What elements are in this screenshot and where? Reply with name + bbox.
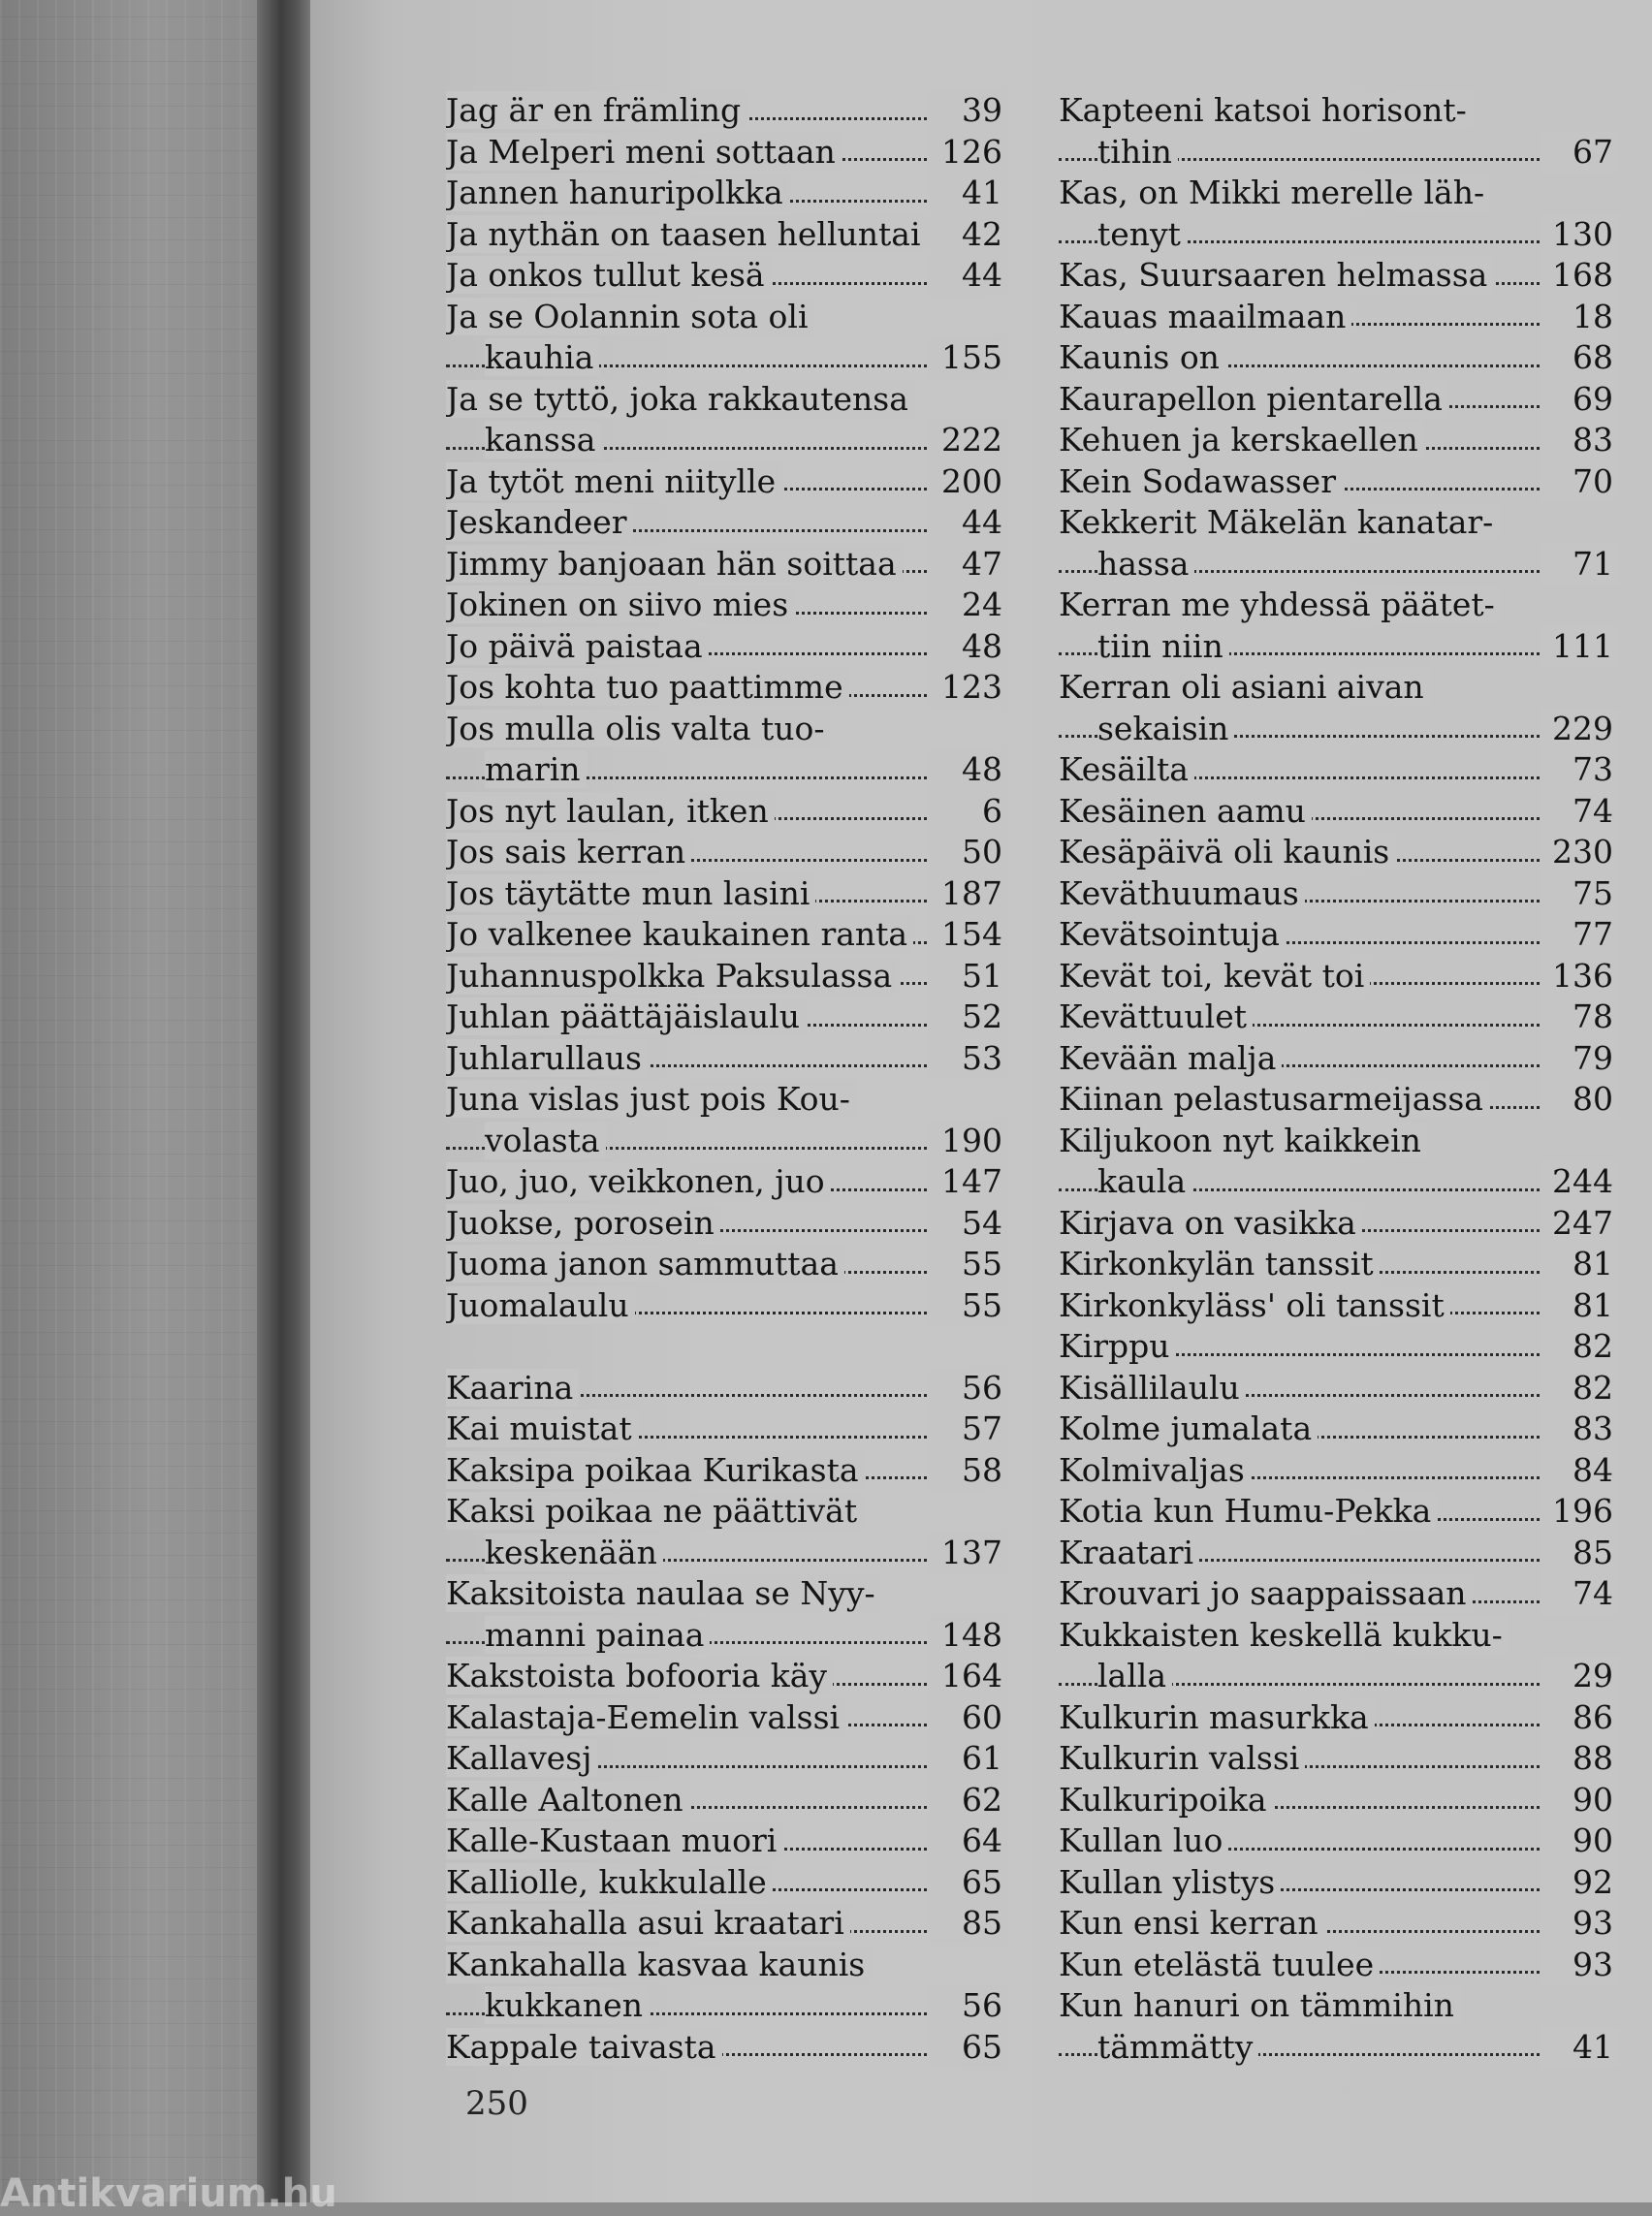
entry-page-number: 57	[929, 1409, 1008, 1450]
entry-title: Kukkaisten keskellä kukku-	[1059, 1616, 1509, 1654]
entry-page-number: 55	[929, 1244, 1008, 1285]
index-entry	[446, 667, 1008, 709]
entry-title: Jo päivä paistaa	[446, 627, 709, 665]
entry-title: Kiljukoon nyt kaikkein	[1059, 1122, 1427, 1159]
index-entry	[1059, 791, 1619, 833]
entry-page-number: 75	[1540, 873, 1619, 915]
index-entry	[446, 132, 1008, 174]
index-entry	[446, 1244, 1008, 1285]
index-entry	[1059, 626, 1619, 668]
index-entry	[446, 544, 1008, 586]
entry-page-number: 64	[929, 1820, 1008, 1862]
index-entry	[446, 1780, 1008, 1821]
entry-title: kanssa	[485, 421, 601, 459]
entry-title: Kankahalla asui kraatari	[446, 1904, 850, 1942]
entry-page-number: 65	[929, 1862, 1008, 1904]
entry-title: Kaurapellon pientarella	[1059, 380, 1448, 418]
index-entry	[1059, 1203, 1619, 1245]
entry-title: Kevätsointuja	[1059, 915, 1286, 953]
index-entry	[1059, 1862, 1619, 1904]
index-entry	[1059, 1573, 1619, 1615]
index-entry	[446, 1491, 1008, 1533]
entry-title: Kankahalla kasvaa kaunis	[446, 1946, 871, 1983]
index-entry	[446, 1862, 1008, 1904]
index-entry	[446, 1533, 1008, 1574]
index-entry	[1059, 2027, 1619, 2069]
entry-page-number: 24	[929, 585, 1008, 626]
entry-title: Kirkonkylän tanssit	[1059, 1245, 1380, 1282]
entry-title: volasta	[485, 1122, 606, 1159]
entry-title: Kas, Suursaaren helmassa	[1059, 256, 1493, 294]
entry-title: Kun ensi kerran	[1059, 1904, 1324, 1942]
entry-page-number: 58	[929, 1450, 1008, 1492]
entry-page-number: 82	[1540, 1368, 1619, 1409]
entry-title: Kevään malja	[1059, 1039, 1282, 1077]
index-entry	[446, 873, 1008, 915]
entry-title: Kaksitoista naulaa se Nyy-	[446, 1574, 881, 1612]
entry-page-number: 61	[929, 1738, 1008, 1780]
index-entry	[1059, 749, 1619, 791]
index-entry	[446, 1326, 1008, 1368]
entry-title: Kallavesj	[446, 1739, 597, 1777]
index-entry	[1059, 1697, 1619, 1739]
entry-title: Kraatari	[1059, 1534, 1199, 1571]
index-entry	[446, 585, 1008, 626]
entry-title: Jokinen on siivo mies	[446, 586, 794, 623]
entry-page-number: 90	[1540, 1820, 1619, 1862]
entry-title: Juhannuspolkka Paksulassa	[446, 957, 898, 995]
index-entry	[446, 2027, 1008, 2069]
entry-page-number: 92	[1540, 1862, 1619, 1904]
entry-title: Kalastaja-Eemelin valssi	[446, 1698, 845, 1736]
index-entry	[446, 1903, 1008, 1945]
index-entry	[1059, 667, 1619, 709]
entry-title: Juokse, porosein	[446, 1204, 720, 1242]
entry-page-number: 83	[1540, 420, 1619, 461]
entry-title: Kauas maailmaan	[1059, 298, 1351, 335]
entry-page-number: 56	[929, 1368, 1008, 1409]
entry-title: Juhlan päättäjäislaulu	[446, 997, 806, 1035]
entry-title: Kas, on Mikki merelle läh-	[1059, 174, 1490, 211]
entry-page-number: 18	[1540, 297, 1619, 338]
entry-page-number: 44	[929, 502, 1008, 544]
entry-page-number: 229	[1540, 709, 1619, 750]
entry-title: Kesäilta	[1059, 750, 1194, 788]
index-entry	[1059, 1368, 1619, 1409]
index-entry	[1059, 379, 1619, 421]
entry-title: Kekkerit Mäkelän kanatar-	[1059, 503, 1499, 541]
entry-page-number: 71	[1540, 544, 1619, 586]
entry-page-number: 81	[1540, 1244, 1619, 1285]
entry-title: Kappale taivasta	[446, 2028, 722, 2066]
index-entry	[446, 1573, 1008, 1615]
index-entry	[446, 1656, 1008, 1697]
entry-page-number: 136	[1540, 956, 1619, 997]
entry-page-number: 74	[1540, 791, 1619, 833]
entry-page-number: 88	[1540, 1738, 1619, 1780]
index-entry	[446, 1161, 1008, 1203]
index-entry	[1059, 1491, 1619, 1533]
entry-page-number: 68	[1540, 337, 1619, 379]
entry-title: Kaksipa poikaa Kurikasta	[446, 1451, 865, 1489]
entry-title: Keväthuumaus	[1059, 874, 1305, 912]
entry-page-number: 86	[1540, 1697, 1619, 1739]
entry-title: Juoma janon sammuttaa	[446, 1245, 844, 1282]
entry-page-number: 137	[929, 1533, 1008, 1574]
entry-title: Kein Sodawasser	[1059, 462, 1342, 500]
entry-title: Kaksi poikaa ne päättivät	[446, 1492, 863, 1530]
entry-title: Kirjava on vasikka	[1059, 1204, 1362, 1242]
entry-title: Ja se Oolannin sota oli	[446, 298, 814, 335]
entry-page-number: 244	[1540, 1161, 1619, 1203]
index-entry	[446, 1697, 1008, 1739]
index-entry	[446, 709, 1008, 750]
entry-page-number: 187	[929, 873, 1008, 915]
entry-title: Krouvari jo saappaissaan	[1059, 1574, 1473, 1612]
entry-title: Jos sais kerran	[446, 833, 691, 871]
book-cover	[0, 0, 257, 2202]
entry-page-number: 168	[1540, 255, 1619, 297]
index-entry	[446, 626, 1008, 668]
entry-title: Kirppu	[1059, 1327, 1176, 1365]
entry-page-number: 65	[929, 2027, 1008, 2069]
entry-page-number: 111	[1540, 626, 1619, 668]
entry-page-number: 123	[929, 667, 1008, 709]
entry-title: Kulkurin valssi	[1059, 1739, 1305, 1777]
entry-title: Kalle Aaltonen	[446, 1781, 689, 1819]
index-entry	[1059, 255, 1619, 297]
index-entry	[446, 1038, 1008, 1080]
index-entry	[1059, 420, 1619, 461]
index-entry	[446, 379, 1008, 421]
entry-page-number: 48	[929, 626, 1008, 668]
index-entry	[446, 1368, 1008, 1409]
entry-title: Kisällilaulu	[1059, 1369, 1246, 1407]
index-entry	[1059, 1079, 1619, 1121]
entry-title: Jeskandeer	[446, 503, 633, 541]
entry-page-number: 196	[1540, 1491, 1619, 1533]
index-entry	[1059, 956, 1619, 997]
entry-page-number: 48	[929, 749, 1008, 791]
entry-title: Kalle-Kustaan muori	[446, 1821, 782, 1859]
entry-title: Kai muistat	[446, 1409, 638, 1447]
entry-title: Juna vislas just pois Kou-	[446, 1080, 856, 1118]
entry-page-number: 80	[1540, 1079, 1619, 1121]
entry-title: sekaisin	[1097, 710, 1234, 747]
entry-title: manni painaa	[485, 1616, 710, 1654]
index-entry	[1059, 297, 1619, 338]
entry-page-number: 155	[929, 337, 1008, 379]
entry-title: Ja onkos tullut kesä	[446, 256, 771, 294]
index-entry	[1059, 1780, 1619, 1821]
index-entry	[1059, 132, 1619, 174]
index-entry	[446, 956, 1008, 997]
entry-page-number: 60	[929, 1697, 1008, 1739]
entry-page-number: 47	[929, 544, 1008, 586]
entry-title: Kulkurin masurkka	[1059, 1698, 1375, 1736]
entry-title: hassa	[1097, 545, 1194, 583]
index-entry	[1059, 1533, 1619, 1574]
entry-title: Kolmivaljas	[1059, 1451, 1251, 1489]
entry-page-number: 190	[929, 1121, 1008, 1162]
entry-title: tämmätty	[1097, 2028, 1258, 2066]
entry-title: keskenään	[485, 1534, 663, 1571]
entry-title: Jos täytätte mun lasini	[446, 874, 815, 912]
index-entry	[1059, 1244, 1619, 1285]
index-entry	[446, 997, 1008, 1038]
index-entry	[1059, 502, 1619, 544]
entry-page-number: 82	[1540, 1326, 1619, 1368]
entry-page-number: 39	[929, 90, 1008, 132]
entry-page-number: 54	[929, 1203, 1008, 1245]
entry-page-number: 130	[1540, 214, 1619, 256]
entry-page-number: 73	[1540, 749, 1619, 791]
entry-page-number: 79	[1540, 1038, 1619, 1080]
entry-title: Juhlarullaus	[446, 1039, 648, 1077]
entry-page-number: 85	[929, 1903, 1008, 1945]
entry-title: Kerran me yhdessä päätet-	[1059, 586, 1501, 623]
index-entry	[1059, 90, 1619, 132]
index-entry	[1059, 1615, 1619, 1657]
index-entry	[446, 337, 1008, 379]
entry-title: tihin	[1097, 133, 1178, 171]
entry-title: tenyt	[1097, 215, 1187, 253]
index-entry	[1059, 1945, 1619, 1986]
index-entry	[446, 1945, 1008, 1986]
index-entry	[1059, 173, 1619, 214]
entry-page-number: 51	[929, 956, 1008, 997]
entry-page-number: 53	[929, 1038, 1008, 1080]
entry-title: Kotia kun Humu-Pekka	[1059, 1492, 1437, 1530]
entry-title: Ja Melperi meni sottaan	[446, 133, 842, 171]
entry-title: Jos kohta tuo paattimme	[446, 668, 849, 706]
entry-title: Jag är en främling	[446, 91, 747, 129]
index-entry	[1059, 1038, 1619, 1080]
entry-title: Jos nyt laulan, itken	[446, 792, 775, 830]
entry-title: Jannen hanuripolkka	[446, 174, 789, 211]
index-entry	[1059, 585, 1619, 626]
entry-title: Kakstoista bofooria käy	[446, 1657, 833, 1694]
entry-title: Kirkonkyläss' oli tanssit	[1059, 1286, 1450, 1324]
entry-page-number: 147	[929, 1161, 1008, 1203]
entry-page-number: 154	[929, 914, 1008, 956]
entry-title: Jos mulla olis valta tuo-	[446, 710, 831, 747]
entry-title: kauhia	[485, 338, 599, 376]
entry-page-number: 52	[929, 997, 1008, 1038]
entry-title: lalla	[1097, 1657, 1172, 1694]
entry-page-number: 81	[1540, 1285, 1619, 1327]
index-entry	[1059, 1450, 1619, 1492]
entry-title: Kun hanuri on tämmihin	[1059, 1986, 1460, 2024]
entry-title: Ja se tyttö, joka rakkautensa	[446, 380, 914, 418]
entry-page-number: 222	[929, 420, 1008, 461]
index-entry	[446, 1820, 1008, 1862]
entry-page-number: 41	[929, 173, 1008, 214]
watermark-logo: Antikvarium.hu	[0, 2171, 337, 2216]
entry-page-number: 164	[929, 1656, 1008, 1697]
entry-title: Kolme jumalata	[1059, 1409, 1318, 1447]
entry-page-number: 230	[1540, 832, 1619, 873]
index-entry	[1059, 914, 1619, 956]
entry-title: Kesäpäivä oli kaunis	[1059, 833, 1395, 871]
index-entry	[1059, 337, 1619, 379]
entry-page-number: 56	[929, 1985, 1008, 2027]
index-entry	[1059, 1285, 1619, 1327]
index-entry	[1059, 709, 1619, 750]
index-entry	[1059, 1903, 1619, 1945]
index-entry	[446, 749, 1008, 791]
entry-title: Kerran oli asiani aivan	[1059, 668, 1430, 706]
entry-title: Jo valkenee kaukainen ranta	[446, 915, 913, 953]
entry-page-number: 90	[1540, 1780, 1619, 1821]
entry-page-number: 148	[929, 1615, 1008, 1657]
entry-title: Kulkuripoika	[1059, 1781, 1273, 1819]
entry-title: Kun etelästä tuulee	[1059, 1946, 1380, 1983]
entry-title: Kevät toi, kevät toi	[1059, 957, 1370, 995]
index-entry	[446, 1985, 1008, 2027]
index-entry	[1059, 1161, 1619, 1203]
entry-page-number: 62	[929, 1780, 1008, 1821]
entry-title: marin	[485, 750, 587, 788]
entry-title: Ja nythän on taasen helluntai	[446, 215, 927, 253]
book-spine	[257, 0, 310, 2202]
index-entry	[446, 214, 1008, 256]
entry-page-number: 78	[1540, 997, 1619, 1038]
index-entry	[446, 1450, 1008, 1492]
entry-title: Kehuen ja kerskaellen	[1059, 421, 1424, 459]
index-entry	[446, 1615, 1008, 1657]
entry-page-number: 69	[1540, 379, 1619, 421]
entry-page-number: 55	[929, 1285, 1008, 1327]
index-entry	[1059, 873, 1619, 915]
entry-page-number: 247	[1540, 1203, 1619, 1245]
entry-title: Kullan ylistys	[1059, 1863, 1281, 1901]
index-entry	[446, 255, 1008, 297]
index-entry	[446, 297, 1008, 338]
entry-page-number: 93	[1540, 1945, 1619, 1986]
entry-page-number: 77	[1540, 914, 1619, 956]
entry-title: tiin niin	[1097, 627, 1229, 665]
entry-title: Kaunis on	[1059, 338, 1225, 376]
index-column-left	[446, 90, 1008, 2068]
entry-title: kukkanen	[485, 1986, 649, 2024]
entry-title: Kiinan pelastusarmeijassa	[1059, 1080, 1489, 1118]
index-entry	[446, 1203, 1008, 1245]
index-entry	[446, 90, 1008, 132]
entry-title: Juo, juo, veikkonen, juo	[446, 1162, 831, 1200]
index-entry	[1059, 1985, 1619, 2027]
index-entry	[1059, 1656, 1619, 1697]
index-entry	[1059, 1738, 1619, 1780]
entry-page-number: 126	[929, 132, 1008, 174]
entry-page-number: 74	[1540, 1573, 1619, 1615]
entry-page-number: 85	[1540, 1533, 1619, 1574]
entry-title: Jimmy banjoaan hän soittaa	[446, 545, 903, 583]
page-number: 250	[465, 2084, 528, 2123]
index-entry	[1059, 214, 1619, 256]
entry-page-number: 44	[929, 255, 1008, 297]
entry-page-number: 41	[1540, 2027, 1619, 2069]
index-entry	[446, 173, 1008, 214]
entry-page-number: 50	[929, 832, 1008, 873]
entry-title: Juomalaulu	[446, 1286, 635, 1324]
entry-page-number: 83	[1540, 1409, 1619, 1450]
index-entry	[1059, 1326, 1619, 1368]
index-entry	[446, 791, 1008, 833]
entry-title: Kalliolle, kukkulalle	[446, 1863, 773, 1901]
index-column-right	[1059, 90, 1619, 2068]
entry-page-number: 67	[1540, 132, 1619, 174]
index-entry	[446, 461, 1008, 503]
index-entry	[446, 1285, 1008, 1327]
entry-page-number: 42	[929, 214, 1008, 256]
index-entry	[1059, 832, 1619, 873]
index-entry	[446, 420, 1008, 461]
entry-title: Ja tytöt meni niitylle	[446, 462, 781, 500]
entry-title: Kesäinen aamu	[1059, 792, 1312, 830]
index-entry	[1059, 1409, 1619, 1450]
entry-title: Kapteeni katsoi horisont-	[1059, 91, 1473, 129]
index-entry	[446, 1121, 1008, 1162]
entry-title: kaula	[1097, 1162, 1191, 1200]
index-entry	[446, 1409, 1008, 1450]
entry-page-number: 6	[929, 791, 1008, 833]
index-entry	[1059, 544, 1619, 586]
entry-title: Kaarina	[446, 1369, 579, 1407]
entry-page-number: 93	[1540, 1903, 1619, 1945]
index-entry	[1059, 997, 1619, 1038]
index-entry	[1059, 1121, 1619, 1162]
entry-title: Kevättuulet	[1059, 997, 1253, 1035]
entry-page-number: 84	[1540, 1450, 1619, 1492]
index-entry	[446, 832, 1008, 873]
index-entry	[446, 914, 1008, 956]
index-entry	[1059, 1820, 1619, 1862]
entry-page-number: 70	[1540, 461, 1619, 503]
index-entry	[446, 502, 1008, 544]
index-entry	[446, 1079, 1008, 1121]
entry-page-number: 29	[1540, 1656, 1619, 1697]
entry-page-number: 200	[929, 461, 1008, 503]
index-entry	[1059, 461, 1619, 503]
entry-title: Kullan luo	[1059, 1821, 1228, 1859]
index-entry	[446, 1738, 1008, 1780]
